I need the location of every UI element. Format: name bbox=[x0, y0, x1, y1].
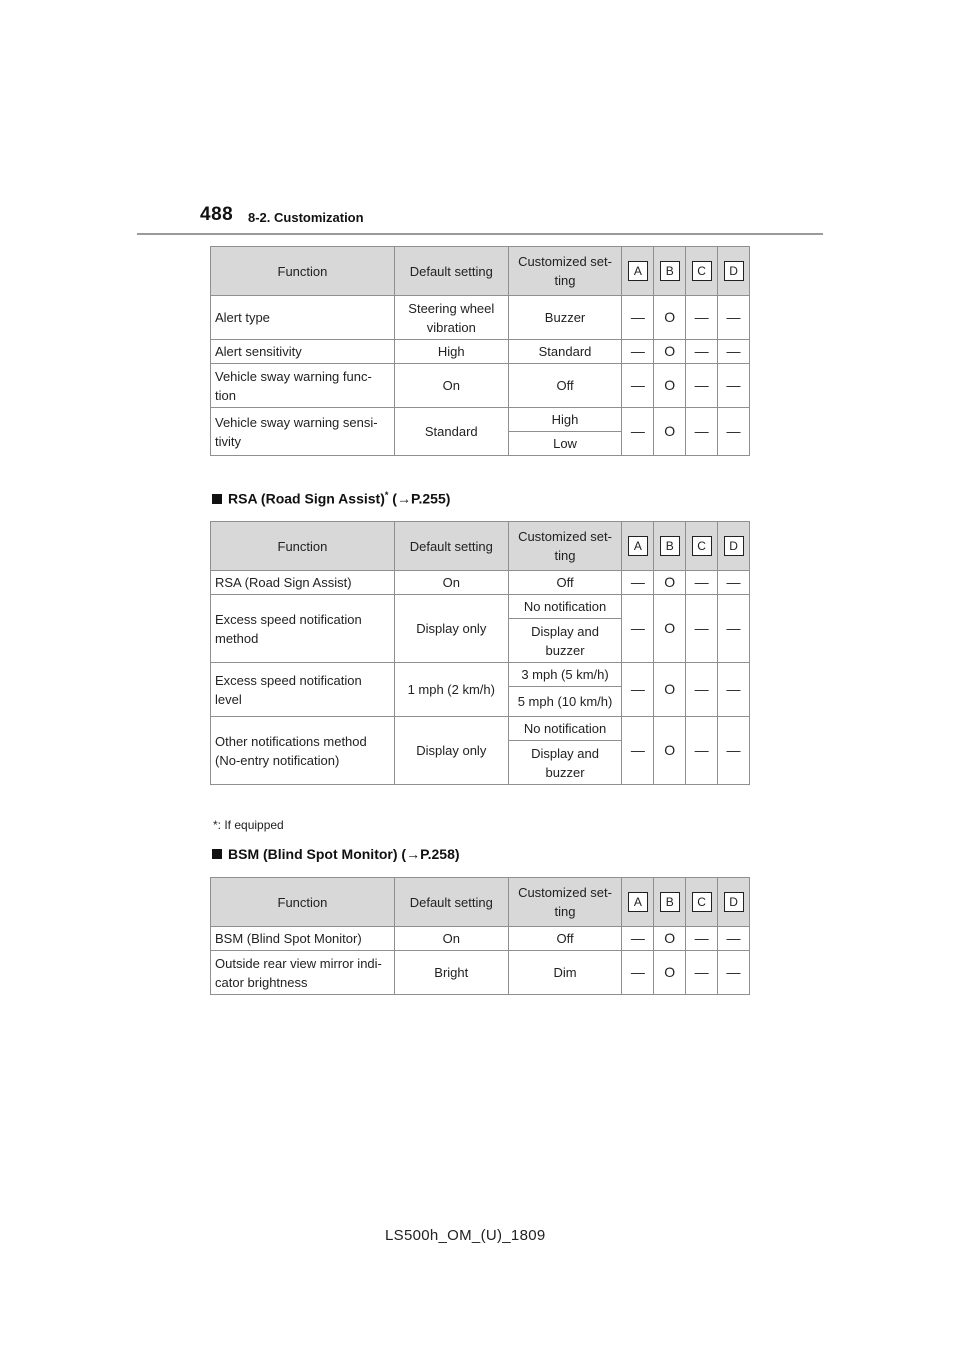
letter-a: A bbox=[628, 261, 648, 281]
mark-c: — bbox=[686, 340, 718, 364]
header-rule bbox=[137, 233, 823, 235]
column-header-b bbox=[654, 247, 686, 296]
default-cell: High bbox=[394, 340, 508, 364]
mark-c: — bbox=[686, 364, 718, 408]
table-row bbox=[211, 951, 750, 995]
letter-c: C bbox=[692, 261, 712, 281]
column-header-default: Default setting bbox=[394, 878, 508, 927]
custom-cell: Off bbox=[508, 927, 622, 951]
letter-b: B bbox=[660, 536, 680, 556]
document-code: LS500h_OM_(U)_1809 bbox=[385, 1227, 546, 1244]
column-header-default: Default setting bbox=[394, 247, 508, 296]
mark-c: — bbox=[686, 951, 718, 995]
page-number: 488 bbox=[200, 204, 234, 225]
mark-d: — bbox=[718, 663, 750, 717]
column-header-d bbox=[718, 522, 750, 571]
letter-d: D bbox=[724, 261, 744, 281]
letter-c: C bbox=[692, 536, 712, 556]
column-header-c bbox=[686, 522, 718, 571]
mark-b: O bbox=[654, 595, 686, 663]
table-row bbox=[211, 340, 750, 364]
mark-b: O bbox=[654, 571, 686, 595]
settings-table-rsa bbox=[210, 521, 750, 785]
column-header-function: Function bbox=[211, 522, 395, 571]
function-cell: Vehicle sway warning sensi-tivity bbox=[211, 408, 395, 456]
mark-b: O bbox=[654, 717, 686, 785]
mark-a: — bbox=[622, 717, 654, 785]
column-header-customized: Customized set-ting bbox=[508, 247, 622, 296]
mark-a: — bbox=[622, 595, 654, 663]
bsm-page-ref[interactable]: (→P.258) bbox=[397, 846, 460, 862]
column-header-c bbox=[686, 247, 718, 296]
default-cell: Display only bbox=[394, 717, 508, 785]
function-cell: Alert type bbox=[211, 296, 395, 340]
square-bullet-icon bbox=[212, 849, 222, 859]
default-cell: Steering wheel vibration bbox=[394, 296, 508, 340]
mark-d: — bbox=[718, 927, 750, 951]
custom-cell: Display and buzzer bbox=[508, 741, 622, 785]
table-row bbox=[211, 595, 750, 619]
mark-c: — bbox=[686, 571, 718, 595]
column-header-b bbox=[654, 522, 686, 571]
mark-b: O bbox=[654, 340, 686, 364]
custom-cell: Off bbox=[508, 364, 622, 408]
mark-c: — bbox=[686, 663, 718, 717]
column-header-a bbox=[622, 522, 654, 571]
table-header-row bbox=[211, 522, 750, 571]
rsa-asterisk: * bbox=[384, 490, 389, 500]
table-row bbox=[211, 364, 750, 408]
custom-cell: No notification bbox=[508, 717, 622, 741]
square-bullet-icon bbox=[212, 494, 222, 504]
letter-d: D bbox=[724, 892, 744, 912]
rsa-heading-text: RSA (Road Sign Assist) bbox=[228, 490, 385, 507]
column-header-customized: Customized set-ting bbox=[508, 522, 622, 571]
custom-cell: Dim bbox=[508, 951, 622, 995]
letter-c: C bbox=[692, 892, 712, 912]
table-row bbox=[211, 663, 750, 687]
page-header bbox=[200, 204, 840, 236]
custom-cell: No notification bbox=[508, 595, 622, 619]
mark-b: O bbox=[654, 927, 686, 951]
mark-c: — bbox=[686, 927, 718, 951]
rsa-page-ref[interactable]: (→P.255) bbox=[388, 490, 451, 507]
section-title: 8-2. Customization bbox=[248, 210, 364, 225]
custom-cell: Low bbox=[508, 432, 622, 456]
table-header-row bbox=[211, 878, 750, 927]
function-cell: Excess speed notification level bbox=[211, 663, 395, 717]
mark-b: O bbox=[654, 663, 686, 717]
table-header-row bbox=[211, 247, 750, 296]
default-cell: Display only bbox=[394, 595, 508, 663]
letter-b: B bbox=[660, 892, 680, 912]
function-cell: Excess speed notification method bbox=[211, 595, 395, 663]
custom-cell: Standard bbox=[508, 340, 622, 364]
custom-cell: Buzzer bbox=[508, 296, 622, 340]
footnote: *: If equipped bbox=[213, 818, 284, 832]
mark-d: — bbox=[718, 296, 750, 340]
mark-a: — bbox=[622, 296, 654, 340]
column-header-d bbox=[718, 878, 750, 927]
table-row bbox=[211, 296, 750, 340]
letter-d: D bbox=[724, 536, 744, 556]
mark-d: — bbox=[718, 571, 750, 595]
column-header-c bbox=[686, 878, 718, 927]
mark-b: O bbox=[654, 364, 686, 408]
mark-b: O bbox=[654, 408, 686, 456]
mark-a: — bbox=[622, 571, 654, 595]
custom-cell: 5 mph (10 km/h) bbox=[508, 687, 622, 717]
column-header-b bbox=[654, 878, 686, 927]
mark-c: — bbox=[686, 595, 718, 663]
column-header-a bbox=[622, 247, 654, 296]
default-cell: Standard bbox=[394, 408, 508, 456]
mark-d: — bbox=[718, 408, 750, 456]
letter-b: B bbox=[660, 261, 680, 281]
mark-a: — bbox=[622, 663, 654, 717]
default-cell: On bbox=[394, 364, 508, 408]
custom-cell: High bbox=[508, 408, 622, 432]
mark-d: — bbox=[718, 340, 750, 364]
table-row bbox=[211, 927, 750, 951]
mark-b: O bbox=[654, 951, 686, 995]
column-header-customized: Customized set-ting bbox=[508, 878, 622, 927]
mark-a: — bbox=[622, 408, 654, 456]
mark-a: — bbox=[622, 364, 654, 408]
function-cell: Vehicle sway warning func-tion bbox=[211, 364, 395, 408]
custom-cell: Display and buzzer bbox=[508, 619, 622, 663]
default-cell: Bright bbox=[394, 951, 508, 995]
table-row bbox=[211, 571, 750, 595]
bsm-heading-text: BSM (Blind Spot Monitor) bbox=[228, 846, 398, 862]
column-header-default: Default setting bbox=[394, 522, 508, 571]
mark-d: — bbox=[718, 717, 750, 785]
mark-a: — bbox=[622, 951, 654, 995]
mark-c: — bbox=[686, 717, 718, 785]
settings-table-bsm bbox=[210, 877, 750, 995]
mark-a: — bbox=[622, 927, 654, 951]
custom-cell: 3 mph (5 km/h) bbox=[508, 663, 622, 687]
default-cell: On bbox=[394, 571, 508, 595]
letter-a: A bbox=[628, 892, 648, 912]
mark-c: — bbox=[686, 408, 718, 456]
letter-a: A bbox=[628, 536, 648, 556]
table-row bbox=[211, 717, 750, 741]
column-header-function: Function bbox=[211, 878, 395, 927]
function-cell: Outside rear view mirror indi-cator brightness bbox=[211, 951, 395, 995]
bsm-heading bbox=[212, 846, 460, 862]
settings-table-lane bbox=[210, 246, 750, 456]
column-header-d bbox=[718, 247, 750, 296]
function-cell: BSM (Blind Spot Monitor) bbox=[211, 927, 395, 951]
column-header-function: Function bbox=[211, 247, 395, 296]
mark-d: — bbox=[718, 951, 750, 995]
column-header-a bbox=[622, 878, 654, 927]
function-cell: Alert sensitivity bbox=[211, 340, 395, 364]
default-cell: 1 mph (2 km/h) bbox=[394, 663, 508, 717]
rsa-heading bbox=[212, 490, 450, 507]
mark-d: — bbox=[718, 364, 750, 408]
function-cell: RSA (Road Sign Assist) bbox=[211, 571, 395, 595]
mark-a: — bbox=[622, 340, 654, 364]
mark-c: — bbox=[686, 296, 718, 340]
custom-cell: Off bbox=[508, 571, 622, 595]
mark-d: — bbox=[718, 595, 750, 663]
default-cell: On bbox=[394, 927, 508, 951]
function-cell: Other notifications method (No-entry notification) bbox=[211, 717, 395, 785]
mark-b: O bbox=[654, 296, 686, 340]
table-row bbox=[211, 408, 750, 432]
